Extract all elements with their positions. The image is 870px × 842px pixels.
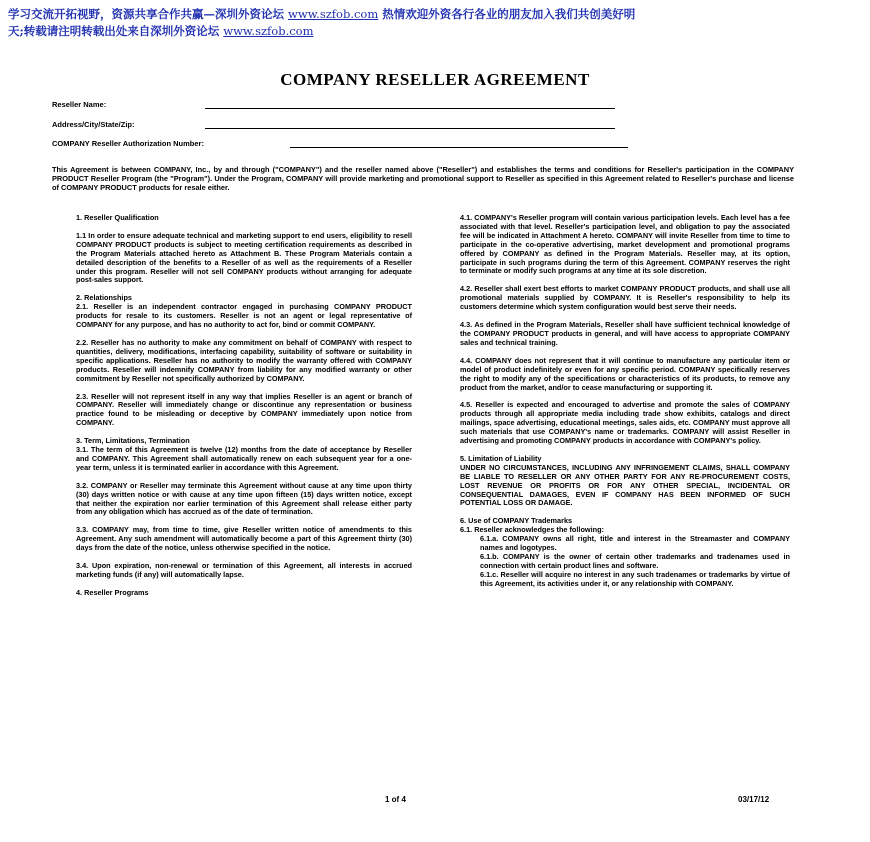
banner-text: 热情欢迎外资各行各业的朋友加入我们共创美好明 [378,7,636,21]
banner-text: 学习交流开拓视野，资源共享合作共赢—深圳外资论坛 [8,7,289,21]
sub-clause: 6.1.a. COMPANY owns all right, title and interest in the Streamaster and COMPANY names and logotypes. [480,534,790,553]
banner-line-2 [8,23,860,40]
field-label: Address/City/State/Zip: [52,120,135,129]
forum-banner [8,6,860,40]
clause-paragraph: 3.3. COMPANY may, from time to time, give Reseller written notice of amendments to this Agreement. Any such amendment will automatically become a part of this Agreement thirty (30) days from the date of the notice, unless otherwise specified in the notice. [76,525,412,553]
clause-paragraph: 3.2. COMPANY or Reseller may terminate this Agreement without cause at any time upon thirty (30) days written notice or with cause at any time upon fifteen (15) days written notice, except that neither the expiration nor earlier termination of this Agreement shall release either party from any obligation which has accrued as of the date of termination. [76,480,412,517]
document-title: COMPANY RESELLER AGREEMENT [280,70,590,89]
section-heading: 3. Term, Limitations, Termination [76,436,190,446]
section-heading: 5. Limitation of Liability [460,453,542,463]
section-heading: 2. Relationships [76,293,132,303]
clause-paragraph: 1.1 In order to ensure adequate technical and marketing support to end users, eligibility to resell COMPANY PRODUCT products is subject to meeting certification requirements as described in the Program Materials attached hereto as Attachment B. These Program Materials contain a detailed description of the benefits to a Reseller of as well as the requirements of a Reseller under this program. Reseller will not sell COMPANY products without arranging for adequate post-sales support. [76,230,412,285]
clause-paragraph: 3.1. The term of this Agreement is twelve (12) months from the date of acceptance by Reseller and COMPANY. This Agreement shall automatically renew on each subsequent year for a one-year term, unless it is terminated earlier in accordance with this Agreement. [76,445,412,472]
clause-paragraph: 4.5. Reseller is expected and encouraged to advertise and promote the sales of COMPANY products through all appropriate media including trade show exhibits, catalogs and direct mailings, space advertising, educational meetings, sales aids, etc. COMPANY must approve all such materials that use COMPANY's name or trademarks. COMPANY will assist Reseller in advertising and promoting COMPANY products in accordance with COMPANY's policy. [460,400,790,446]
reseller-name-field [52,100,106,109]
banner-link[interactable]: www.szfob.com [288,7,379,21]
right-column [460,214,790,589]
address-field [52,120,135,129]
field-label: Reseller Name: [52,100,107,109]
authorization-number-field [52,139,204,148]
page-number: 1 of 4 [385,795,406,804]
clause-paragraph: 4.3. As defined in the Program Materials, Reseller shall have sufficient technical knowledge of the COMPANY PRODUCT products in general, and will have access to appropriate COMPANY sales and technical training. [460,320,790,347]
sub-clause: 6.1.c. Reseller will acquire no interest in any such tradenames or trademarks by virtue of this Agreement, its activities under it, or any relationship with COMPANY. [480,569,790,588]
clause-paragraph: 4.4. COMPANY does not represent that it will continue to manufacture any particular item or model of product indefinitely or even for any specific period. COMPANY specifically reserves the right to modify any of the specifications or characteristics of its products, to remove any product from the market, and/or to cease manufacturing or supporting it. [460,355,790,392]
banner-link[interactable]: www.szfob.com [223,24,314,38]
fill-in-line [290,147,628,148]
document-date: 03/17/12 [738,795,770,804]
section-heading: 4. Reseller Programs [76,587,149,597]
sub-clause: 6.1.b. COMPANY is the owner of certain other trademarks and tradenames used in connection with certain product lines and software. [480,552,790,570]
intro-paragraph: This Agreement is between COMPANY, Inc., by and through ("COMPANY") and the reseller named above ("Reseller") and establishes the terms and conditions for Reseller's participation in the COMPANY PRODUCT Reseller Program (the "Program"). Under the Program, COMPANY will provide marketing and promotional support to Reseller as specified in this Agreement related to Reseller's purchase and license of COMPANY PRODUCT products for resale either. [52,165,794,192]
fill-in-line [205,108,615,109]
section-heading: 1. Reseller Qualification [76,213,159,222]
clause-paragraph: UNDER NO CIRCUMSTANCES, INCLUDING ANY INFRINGEMENT CLAIMS, SHALL COMPANY BE LIABLE TO RESELLER OR ANY OTHER PARTY FOR ANY RE-PROCUREMENT COSTS, LOST REVENUE OR PROFITS OR FOR ANY OTHER SPECIAL, INCIDENTAL OR CONSEQUENTIAL DAMAGES, EVEN IF COMPANY HAS BEEN INFORMED OF SUCH POTENTIAL LOSS OR DAMAGE. [460,462,790,508]
left-column [76,214,412,598]
clause-paragraph: 3.4. Upon expiration, non-renewal or termination of this Agreement, all interests in accrued marketing funds (if any) will automatically lapse. [76,561,412,579]
field-label: COMPANY Reseller Authorization Number: [52,139,204,148]
fill-in-line [205,128,615,129]
banner-text: 天;转载请注明转载出处来自深圳外资论坛 [8,24,224,38]
banner-line-1 [8,6,860,23]
section-heading: 6.1. Reseller acknowledges the following: [460,525,604,535]
clause-paragraph: 2.1. Reseller is an independent contractor engaged in purchasing COMPANY PRODUCT products for resale to its customers. Reseller is not an agent or legal representative of COMPANY for any purpose, and has no authority to act for, bind or commit COMPANY. [76,302,412,330]
clause-paragraph: 4.1. COMPANY's Reseller program will contain various participation levels. Each level has a fee associated with that level. Reseller's participation level, and obligation to pay the associated fee will be indicated in Attachment A hereto. COMPANY will invite Reseller from time to time to participate in the co-operative advertising, market development and promotional programs offered by COMPANY as defined in the Program Materials. Reseller may, at its option, participate in such programs during the term of this Agreement. COMPANY reserves the right to terminate or modify such programs at any time at its sole discretion. [460,213,790,276]
clause-paragraph: 4.2. Reseller shall exert best efforts to market COMPANY PRODUCT products, and shall use all promotional materials supplied by COMPANY. It is Reseller's responsibility to help its customers determine which system configuration would best serve their needs. [460,284,790,312]
section-heading: 6. Use of COMPANY Trademarks [460,516,573,526]
clause-paragraph: 2.3. Reseller will not represent itself in any way that implies Reseller is an agent or branch of COMPANY. Reseller will immediately change or discontinue any representation or business practice found to be misleading or deceptive by COMPANY immediately upon notice from COMPANY. [76,391,412,428]
clause-paragraph: 2.2. Reseller has no authority to make any commitment on behalf of COMPANY with respect to quantities, delivery, modifications, interfacing capability, suitability of software or suitability in specific applications. Reseller has no authority to modify the warranty offered with COMPANY products. Reseller will indemnify COMPANY from liability for any modified warranty or other commitment by Reseller not specifically authorized by COMPANY. [76,337,412,383]
